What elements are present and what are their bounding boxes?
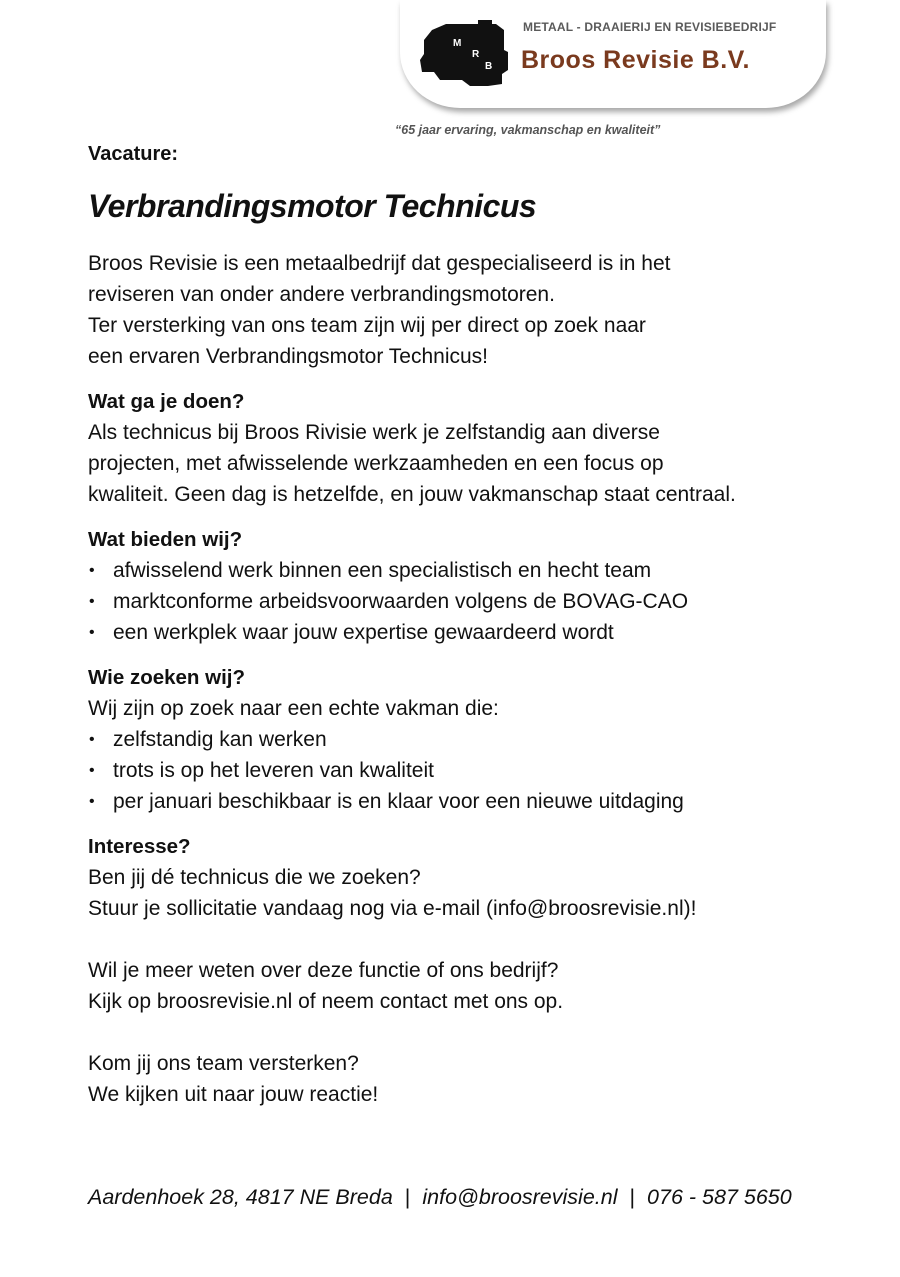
section-heading: Interesse? [88, 835, 191, 858]
company-logo [400, 0, 828, 112]
section-heading: Wat bieden wij? [88, 528, 243, 551]
intro-line: een ervaren Verbrandingsmotor Technicus! [88, 345, 489, 368]
list-item-text: per januari beschikbaar is en klaar voor een nieuwe uitdaging [113, 790, 684, 813]
list-item [88, 555, 868, 586]
list-item-text: zelfstandig kan werken [113, 728, 327, 751]
requirements-list [88, 724, 868, 817]
paragraph-line: We kijken uit naar jouw reactie! [88, 1083, 379, 1106]
spacer [88, 924, 868, 955]
section-what-we-offer [88, 524, 868, 648]
list-item [88, 724, 868, 755]
emblem-letter-m: M [453, 38, 462, 49]
footer-address: Aardenhoek 28, 4817 NE Breda [88, 1185, 393, 1209]
contact-footer [88, 1182, 792, 1212]
spacer [88, 1017, 868, 1048]
list-item [88, 617, 868, 648]
job-title: Verbrandingsmotor Technicus [88, 188, 537, 224]
intro-line: Ter versterking van ons team zijn wij per direct op zoek naar [88, 314, 646, 337]
paragraph-line: Kom jij ons team versterken? [88, 1052, 359, 1075]
list-item-text: trots is op het leveren van kwaliteit [113, 759, 434, 782]
section-what-you-do [88, 386, 868, 510]
list-item-text: marktconforme arbeidsvoorwaarden volgens de BOVAG-CAO [113, 590, 689, 613]
logo-tagline: METAAL - DRAAIERIJ EN REVISIEBEDRIJF [523, 20, 777, 34]
list-item [88, 586, 868, 617]
footer-phone: 076 - 587 5650 [647, 1185, 792, 1209]
bullet-icon: • [89, 793, 95, 810]
intro-paragraph [88, 248, 868, 372]
section-who-we-seek [88, 662, 868, 817]
bullet-icon: • [89, 562, 95, 579]
bullet-icon: • [89, 762, 95, 779]
paragraph-line: Wij zijn op zoek naar een echte vakman die: [88, 697, 499, 720]
paragraph-line: kwaliteit. Geen dag is hetzelfde, en jouw vakmanschap staat centraal. [88, 483, 736, 506]
offer-list [88, 555, 868, 648]
engine-block-icon [418, 20, 510, 90]
footer-separator: | [629, 1185, 636, 1209]
intro-line: Broos Revisie is een metaalbedrijf dat gespecialiseerd is in het [88, 252, 671, 275]
bullet-icon: • [89, 593, 95, 610]
paragraph-line: Stuur je sollicitatie vandaag nog via e-mail (info@broosrevisie.nl)! [88, 897, 697, 920]
bullet-icon: • [89, 624, 95, 641]
list-item [88, 755, 868, 786]
logo-company-name: Broos Revisie B.V. [521, 46, 751, 74]
paragraph-line: projecten, met afwisselende werkzaamheden en een focus op [88, 452, 664, 475]
emblem-letter-b: B [485, 61, 493, 72]
company-slogan: “65 jaar ervaring, vakmanschap en kwaliteit” [395, 123, 661, 137]
intro-line: reviseren van onder andere verbrandingsmotoren. [88, 283, 555, 306]
paragraph-line: Als technicus bij Broos Rivisie werk je zelfstandig aan diverse [88, 421, 660, 444]
emblem-letter-r: R [472, 49, 480, 60]
vacancy-label: Vacature: [88, 143, 179, 165]
section-interest [88, 831, 868, 1110]
section-heading: Wie zoeken wij? [88, 666, 246, 689]
paragraph-line: Ben jij dé technicus die we zoeken? [88, 866, 421, 889]
list-item-text: afwisselend werk binnen een specialistisch en hecht team [113, 559, 652, 582]
paragraph-line: Wil je meer weten over deze functie of ons bedrijf? [88, 959, 559, 982]
section-heading: Wat ga je doen? [88, 390, 245, 413]
footer-email: info@broosrevisie.nl [422, 1185, 618, 1209]
bullet-icon: • [89, 731, 95, 748]
list-item [88, 786, 868, 817]
footer-separator: | [404, 1185, 411, 1209]
vacancy-content [88, 140, 868, 1110]
paragraph-line: Kijk op broosrevisie.nl of neem contact met ons op. [88, 990, 564, 1013]
list-item-text: een werkplek waar jouw expertise gewaardeerd wordt [113, 621, 614, 644]
